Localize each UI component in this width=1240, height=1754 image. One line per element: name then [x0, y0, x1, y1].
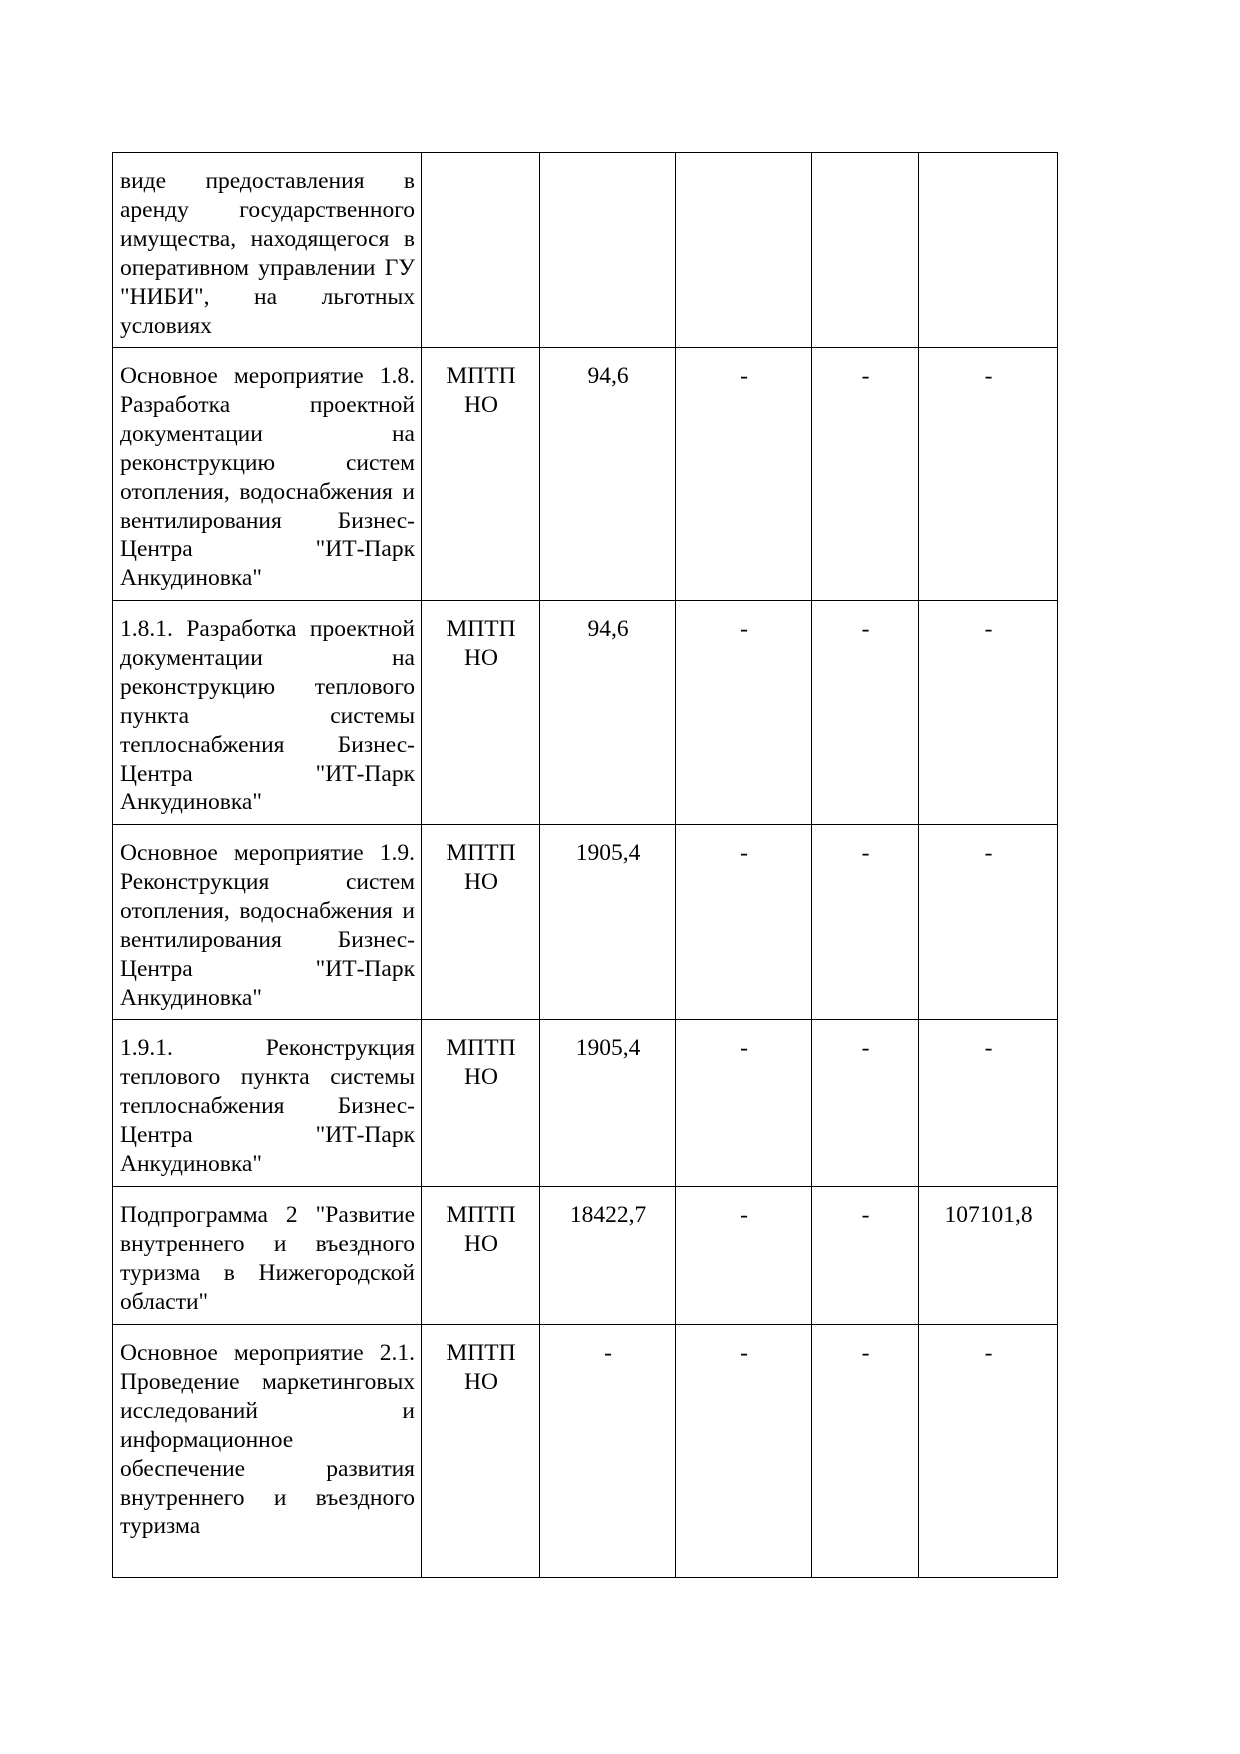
row-description: Основное мероприятие 1.8. Разработка проектной документации на реконструкцию систем отопления, водоснабжения и вентилирования Бизнес-Центра "ИТ-Парк Анкудиновка" [113, 348, 422, 601]
value-cell-1 [540, 153, 676, 348]
value-cell-1: 1905,4 [540, 825, 676, 1020]
row-description: 1.8.1. Разработка проектной документации на реконструкцию теплового пункта системы теплоснабжения Бизнес-Центра "ИТ-Парк Анкудиновка" [113, 601, 422, 825]
table-row [113, 1187, 1058, 1325]
value-cell-2: - [676, 348, 812, 601]
value-cell-3: - [812, 601, 919, 825]
value-cell-2: - [676, 1325, 812, 1578]
executor-cell: МПТП НО [422, 348, 540, 601]
value-cell-2: - [676, 825, 812, 1020]
executor-cell: МПТП НО [422, 601, 540, 825]
value-cell-4 [919, 153, 1058, 348]
executor-cell: МПТП НО [422, 1020, 540, 1187]
table-row [113, 348, 1058, 601]
value-cell-3 [812, 153, 919, 348]
table-row [113, 153, 1058, 348]
value-cell-1: - [540, 1325, 676, 1578]
executor-cell [422, 153, 540, 348]
table-row [113, 825, 1058, 1020]
value-cell-3: - [812, 1020, 919, 1187]
table-row [113, 1020, 1058, 1187]
row-description: 1.9.1. Реконструкция теплового пункта системы теплоснабжения Бизнес-Центра "ИТ-Парк Анкудиновка" [113, 1020, 422, 1187]
row-description: Основное мероприятие 1.9. Реконструкция систем отопления, водоснабжения и вентилирования Бизнес-Центра "ИТ-Парк Анкудиновка" [113, 825, 422, 1020]
value-cell-4: - [919, 1325, 1058, 1578]
value-cell-4: - [919, 348, 1058, 601]
program-table [112, 152, 1058, 1578]
row-description: Подпрограмма 2 "Развитие внутреннего и въездного туризма в Нижегородской области" [113, 1187, 422, 1325]
value-cell-4: 107101,8 [919, 1187, 1058, 1325]
value-cell-4: - [919, 825, 1058, 1020]
value-cell-1: 94,6 [540, 348, 676, 601]
value-cell-4: - [919, 601, 1058, 825]
table-row [113, 601, 1058, 825]
value-cell-1: 18422,7 [540, 1187, 676, 1325]
value-cell-2: - [676, 1020, 812, 1187]
value-cell-2: - [676, 1187, 812, 1325]
value-cell-3: - [812, 825, 919, 1020]
value-cell-3: - [812, 348, 919, 601]
value-cell-2: - [676, 601, 812, 825]
row-description: виде предоставления в аренду государственного имущества, находящегося в оперативном управлении ГУ "НИБИ", на льготных условиях [113, 153, 422, 348]
value-cell-3: - [812, 1187, 919, 1325]
executor-cell: МПТП НО [422, 825, 540, 1020]
value-cell-3: - [812, 1325, 919, 1578]
executor-cell: МПТП НО [422, 1187, 540, 1325]
value-cell-4: - [919, 1020, 1058, 1187]
value-cell-1: 94,6 [540, 601, 676, 825]
executor-cell: МПТП НО [422, 1325, 540, 1578]
value-cell-2 [676, 153, 812, 348]
value-cell-1: 1905,4 [540, 1020, 676, 1187]
row-description: Основное мероприятие 2.1. Проведение маркетинговых исследований и информационное обеспечение развития внутреннего и въездного туризма [113, 1325, 422, 1578]
table-row [113, 1325, 1058, 1578]
